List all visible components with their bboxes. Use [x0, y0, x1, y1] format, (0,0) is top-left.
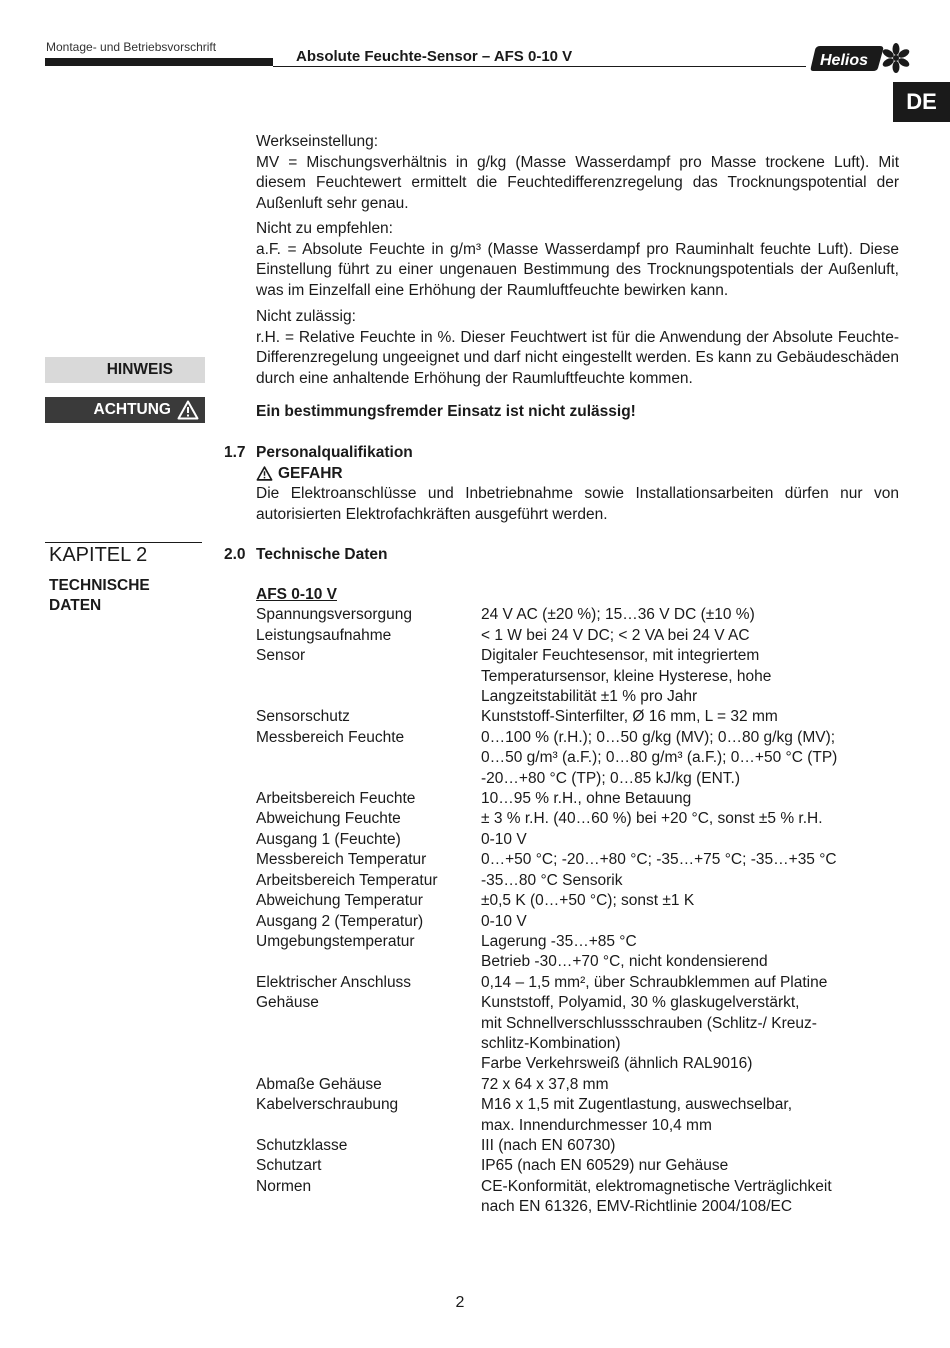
section-1-7-block: [256, 443, 899, 525]
spec-key: Arbeitsbereich Feuchte: [256, 790, 416, 808]
spec-value-line: Lagerung -35…+85 °C: [481, 932, 637, 950]
danger-triangle-icon: [256, 466, 273, 481]
spec-row: [256, 993, 901, 1075]
factory-setting-block: [256, 132, 899, 214]
spec-value-line: -35…80 °C Sensorik: [481, 871, 623, 889]
spec-rows: [256, 605, 901, 1217]
spec-value: [481, 993, 901, 1075]
spec-value-line: Digitaler Feuchtesensor, mit integriertem: [481, 647, 760, 665]
section-1-7-text: Die Elektroanschlüsse und Inbetriebnahme sowie Installationsarbeiten dürfen nur von autorisierten Elektrofachkräften ausgeführt werden.: [256, 485, 899, 523]
spec-row: [256, 626, 901, 646]
section-1-7-title: Personalqualifikation: [256, 444, 413, 461]
spec-key: Elektrischer Anschluss: [256, 973, 412, 991]
spec-row: [256, 1075, 901, 1095]
spec-row: [256, 1136, 901, 1156]
spec-key: Abmaße Gehäuse: [256, 1075, 382, 1093]
spec-value-line: 0…100 % (r.H.); 0…50 g/kg (MV); 0…80 g/kg (MV);: [481, 728, 836, 746]
not-allowed-block: [256, 307, 899, 389]
spec-value: [481, 1136, 901, 1156]
spec-value-line: 0-10 V: [481, 912, 527, 930]
spec-value-line: 0…50 g/m³ (a.F.); 0…80 g/m³ (a.F.); 0…+50 °C (TP): [481, 749, 838, 767]
spec-key: Abweichung Temperatur: [256, 892, 423, 910]
spec-value-line: M16 x 1,5 mit Zugentlastung, auswechselbar,: [481, 1096, 793, 1114]
spec-value: [481, 871, 901, 891]
spec-row: [256, 871, 901, 891]
document-type: Montage- und Betriebsvorschrift: [46, 40, 217, 54]
spec-value: [481, 1156, 901, 1176]
document-title: Absolute Feuchte-Sensor – AFS 0-10 V: [296, 48, 573, 65]
spec-key: Ausgang 1 (Feuchte): [256, 830, 401, 848]
spec-value: [481, 646, 901, 707]
spec-heading: AFS 0-10 V: [256, 586, 337, 603]
spec-row: [256, 728, 901, 789]
spec-row: [256, 973, 901, 993]
spec-value-line: 72 x 64 x 37,8 mm: [481, 1075, 609, 1093]
spec-key: Sensor: [256, 647, 306, 665]
spec-key: Messbereich Feuchte: [256, 728, 405, 746]
spec-value: [481, 728, 901, 789]
language-tab: DE: [893, 82, 950, 122]
spec-row: [256, 932, 901, 973]
spec-value-line: max. Innendurchmesser 10,4 mm: [481, 1116, 712, 1134]
spec-value-line: 0…+50 °C; -20…+80 °C; -35…+75 °C; -35…+35 °C: [481, 851, 837, 869]
spec-value: [481, 809, 901, 829]
spec-value-line: Kunststoff-Sinterfilter, Ø 16 mm, L = 32 mm: [481, 708, 778, 726]
page-number: 2: [455, 1294, 465, 1311]
spec-key: Schutzart: [256, 1157, 322, 1175]
spec-value: [481, 707, 901, 727]
helios-logo: [810, 42, 910, 74]
spec-key: Ausgang 2 (Temperatur): [256, 912, 424, 930]
spec-value-line: ± 3 % r.H. (40…60 %) bei +20 °C, sonst ±5 % r.H.: [481, 810, 823, 828]
chapter-subtitle: TECHNISCHE DATEN: [49, 577, 150, 614]
header-rule: [273, 66, 806, 67]
spec-key: Umgebungstemperatur: [256, 932, 415, 950]
spec-value-line: Kunststoff, Polyamid, 30 % glaskugelverstärkt,: [481, 994, 800, 1012]
chapter-title: KAPITEL 2: [49, 544, 148, 566]
spec-row: [256, 646, 901, 707]
spec-value-line: 0,14 – 1,5 mm², über Schraubklemmen auf Platine: [481, 973, 828, 991]
spec-row: [256, 1156, 901, 1176]
spec-row: [256, 605, 901, 625]
not-allowed-text: r.H. = Relative Feuchte in %. Dieser Feuchtwert ist für die Anwendung der Absolute Feuchte-Differenzregelung ungeeignet und darf nicht eingestellt werden. Es kann zu Gebäudeschäden durch eine anhaltende Erhöhung der Raumluftfeuchte kommen.: [256, 328, 899, 387]
spec-row: [256, 789, 901, 809]
not-recommended-text: a.F. = Absolute Feuchte in g/m³ (Masse Wasserdampf pro Rauminhalt feuchte Luft). Diese Einstellung führt zu einer ungenauen Bestimmung des Trocknungspotentials der Außenluft, was im Einzelfall eine Erhöhung der Raumluftfeuchte bewirken kann.: [256, 240, 899, 299]
spec-table: [256, 585, 901, 1218]
spec-key: Leistungsaufnahme: [256, 626, 392, 644]
factory-setting-heading: Werkseinstellung:: [256, 133, 379, 150]
spec-key: Abweichung Feuchte: [256, 810, 401, 828]
spec-value-line: < 1 W bei 24 V DC; < 2 VA bei 24 V AC: [481, 626, 750, 644]
spec-key: Messbereich Temperatur: [256, 851, 427, 869]
spec-value-line: Langzeitstabilität ±1 % pro Jahr: [481, 688, 698, 706]
misuse-warning: Ein bestimmungsfremder Einsatz ist nicht zulässig!: [256, 403, 636, 420]
spec-value: [481, 605, 901, 625]
spec-key: Sensorschutz: [256, 708, 350, 726]
spec-value-line: ±0,5 K (0…+50 °C); sonst ±1 K: [481, 892, 695, 910]
spec-value-line: Betrieb -30…+70 °C, nicht kondensierend: [481, 953, 768, 971]
not-allowed-heading: Nicht zulässig:: [256, 308, 356, 325]
spec-value-line: mit Schnellverschlussschrauben (Schlitz-/ Kreuz-: [481, 1014, 817, 1032]
spec-value-line: Temperatursensor, kleine Hysterese, hohe: [481, 667, 772, 685]
not-recommended-block: [256, 219, 899, 301]
spec-row: [256, 707, 901, 727]
achtung-label-text: ACHTUNG: [93, 401, 171, 418]
spec-value: [481, 626, 901, 646]
spec-value-line: IP65 (nach EN 60529) nur Gehäuse: [481, 1157, 729, 1175]
hinweis-label: [45, 357, 205, 383]
spec-value: [481, 912, 901, 932]
hinweis-label-text: HINWEIS: [106, 361, 173, 378]
spec-value: [481, 1177, 901, 1218]
spec-value: [481, 850, 901, 870]
spec-row: [256, 891, 901, 911]
spec-value-line: III (nach EN 60730): [481, 1136, 616, 1154]
spec-row: [256, 912, 901, 932]
spec-value: [481, 1095, 901, 1136]
section-1-7-number: 1.7: [224, 444, 246, 461]
spec-key: Kabelverschraubung: [256, 1096, 399, 1114]
danger-line: [256, 464, 899, 485]
danger-label: GEFAHR: [278, 464, 343, 482]
achtung-label: [45, 397, 205, 423]
not-recommended-heading: Nicht zu empfehlen:: [256, 220, 393, 237]
spec-value-line: nach EN 61326, EMV-Richtlinie 2004/108/EC: [481, 1198, 793, 1216]
spec-value: [481, 1075, 901, 1095]
warning-triangle-icon: [177, 400, 199, 420]
spec-value: [481, 932, 901, 973]
spec-value-line: -20…+80 °C (TP); 0…85 kJ/kg (ENT.): [481, 769, 741, 787]
section-2-0-number: 2.0: [224, 546, 246, 563]
spec-value-line: schlitz-Kombination): [481, 1034, 621, 1052]
spec-value-line: CE-Konformität, elektromagnetische Verträglichkeit: [481, 1177, 832, 1195]
spec-key: Normen: [256, 1177, 312, 1195]
spec-row: [256, 1177, 901, 1218]
spec-row: [256, 830, 901, 850]
logo-text: Helios: [820, 52, 869, 69]
spec-value: [481, 973, 901, 993]
spec-value-line: Farbe Verkehrsweiß (ähnlich RAL9016): [481, 1055, 753, 1073]
spec-key: Gehäuse: [256, 994, 319, 1012]
spec-key: Arbeitsbereich Temperatur: [256, 871, 438, 889]
spec-row: [256, 809, 901, 829]
spec-value-line: 0-10 V: [481, 830, 527, 848]
spec-value: [481, 789, 901, 809]
spec-key: Spannungsversorgung: [256, 606, 412, 624]
header-bar: [45, 58, 273, 66]
section-2-0-title: Technische Daten: [256, 546, 388, 563]
spec-row: [256, 1095, 901, 1136]
spec-value: [481, 891, 901, 911]
spec-value: [481, 830, 901, 850]
spec-key: Schutzklasse: [256, 1136, 348, 1154]
factory-setting-text: MV = Mischungsverhältnis in g/kg (Masse Wasserdampf pro Masse trockene Luft). Mit diesem Feuchtewert ermittelt die Feuchtedifferenzregelung das Trocknungspotential der Außenluft sehr genau.: [256, 153, 899, 212]
chapter-rule: [45, 542, 202, 543]
spec-value-line: 10…95 % r.H., ohne Betauung: [481, 790, 692, 808]
spec-value-line: 24 V AC (±20 %); 15…36 V DC (±10 %): [481, 606, 755, 624]
spec-row: [256, 850, 901, 870]
